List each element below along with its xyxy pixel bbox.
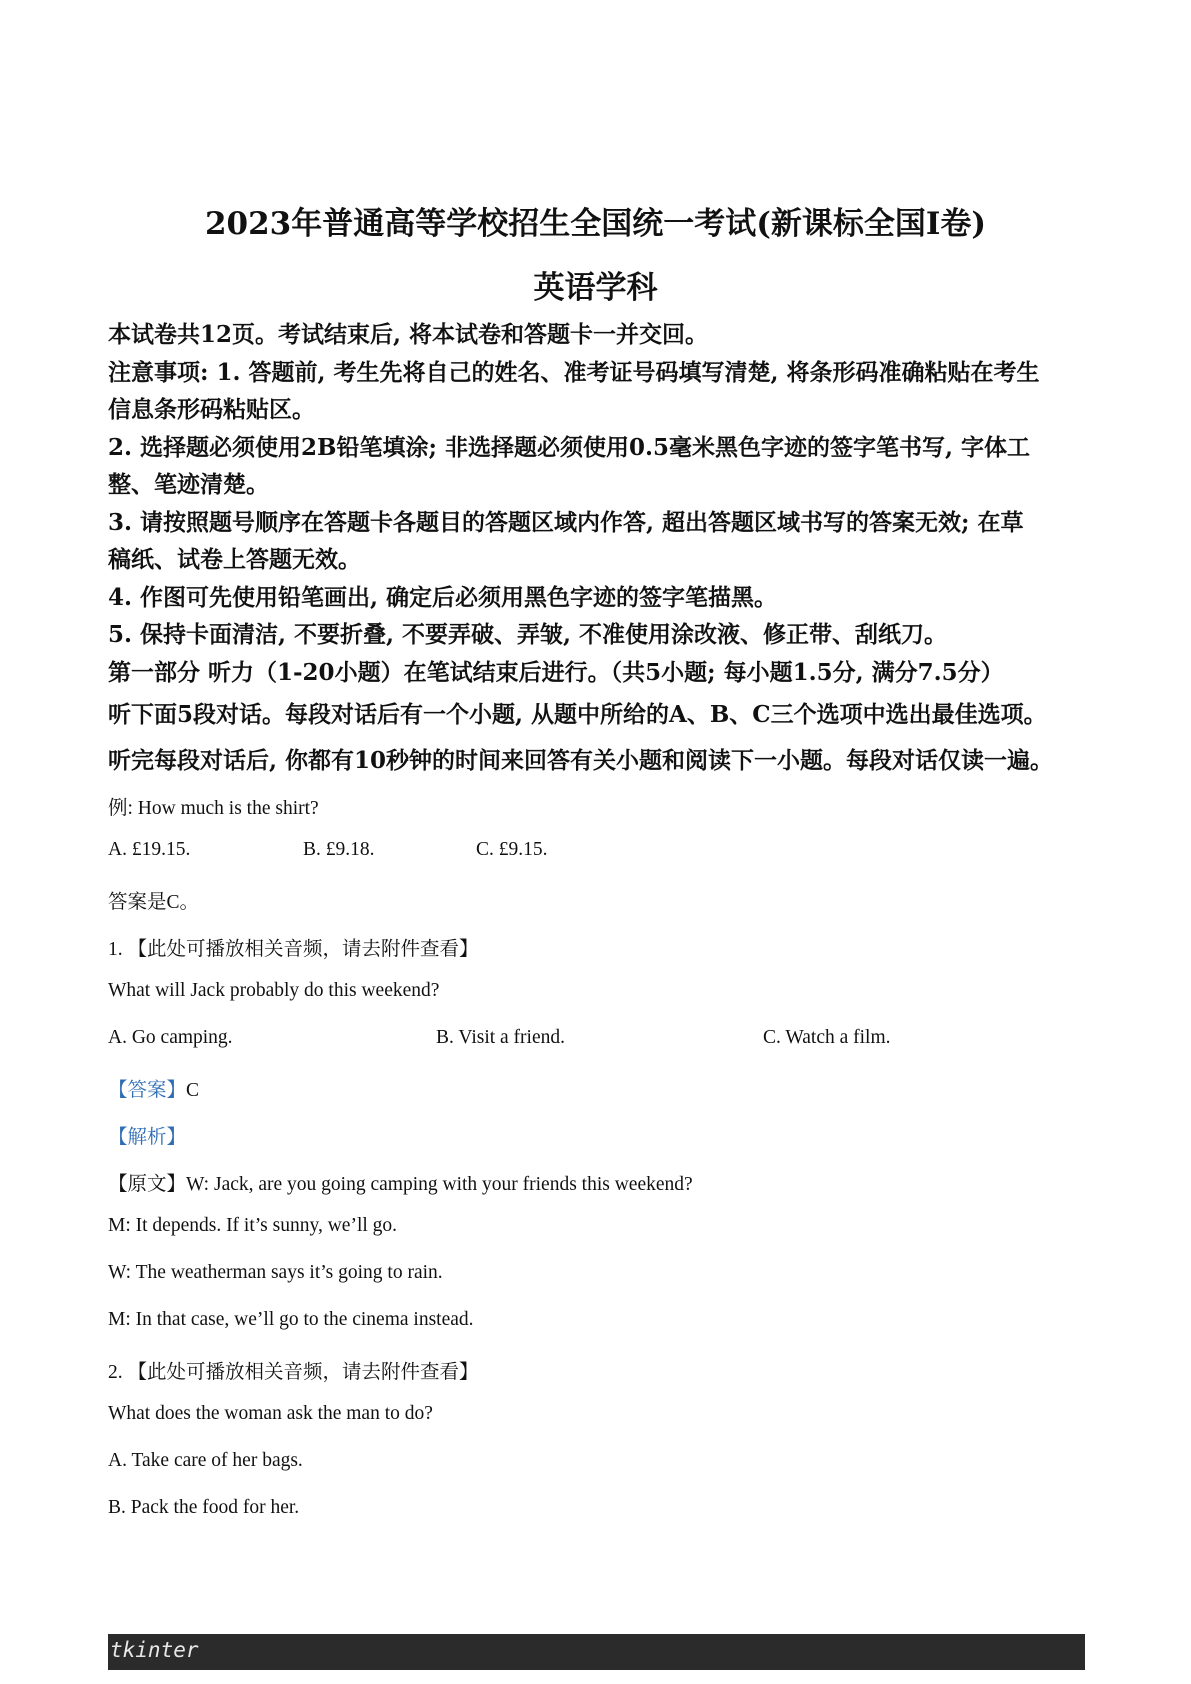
example-question: 例: How much is the shirt? — [108, 798, 319, 819]
q1-transcript-line: W: The weatherman says it’s going to rain. — [108, 1262, 443, 1283]
example-option-b: B. £9.18. — [303, 839, 375, 860]
q1-transcript-line: M: In that case, we’ll go to the cinema instead. — [108, 1309, 474, 1330]
section-heading: 第一部分 听力（1-20小题）在笔试结束后进行。（共5小题; 每小题1.5分, 满分7.5分） — [108, 659, 1004, 686]
q2-option-a: A. Take care of her bags. — [108, 1450, 303, 1471]
q1-transcript-line: 【原文】W: Jack, are you going camping with your friends this weekend? — [108, 1174, 693, 1195]
notice-line: 5. 保持卡面清洁, 不要折叠, 不要弄破、弄皱, 不准使用涂改液、修正带、刮纸刀。 — [108, 621, 948, 648]
q1-transcript-line: M: It depends. If it’s sunny, we’ll go. — [108, 1215, 398, 1236]
q1-answer — [108, 1074, 199, 1102]
q2-question: What does the woman ask the man to do? — [108, 1403, 433, 1424]
footer-bar — [108, 1634, 1085, 1670]
notice-line: 整、笔迹清楚。 — [108, 471, 269, 498]
q1-option-c: C. Watch a film. — [763, 1027, 891, 1048]
exam-title: 2023年普通高等学校招生全国统一考试(新课标全国Ⅰ卷) — [204, 206, 987, 242]
notice-line: 4. 作图可先使用铅笔画出, 确定后必须用黑色字迹的签字笔描黑。 — [108, 584, 778, 611]
q2-option-b: B. Pack the food for her. — [108, 1497, 300, 1518]
instruction-line: 听下面5段对话。每段对话后有一个小题, 从题中所给的A、B、C三个选项中选出最佳选项。 — [108, 701, 1047, 728]
notice-line: 3. 请按照题号顺序在答题卡各题目的答题区域内作答, 超出答题区域书写的答案无效; 在草 — [108, 509, 1024, 536]
answer-value: C — [186, 1080, 200, 1101]
q1-audio-placeholder: 1. 【此处可播放相关音频，请去附件查看】 — [108, 939, 479, 960]
q1-option-b: B. Visit a friend. — [436, 1027, 565, 1048]
q1-question: What will Jack probably do this weekend? — [108, 980, 440, 1001]
subject-title: 英语学科 — [533, 270, 658, 306]
notice-line: 注意事项: 1. 答题前, 考生先将自己的姓名、准考证号码填写清楚, 将条形码准确粘贴在考生 — [108, 359, 1040, 386]
footer-label: tkinter — [110, 1638, 199, 1662]
notice-line: 信息条形码粘贴区。 — [108, 396, 315, 423]
example-option-a: A. £19.15. — [108, 839, 191, 860]
notice-line: 2. 选择题必须使用2B铅笔填涂; 非选择题必须使用0.5毫米黑色字迹的签字笔书写, 字体工 — [108, 434, 1030, 461]
q1-option-a: A. Go camping. — [108, 1027, 233, 1048]
example-option-c: C. £9.15. — [476, 839, 548, 860]
notice-line: 稿纸、试卷上答题无效。 — [108, 546, 361, 573]
q2-audio-placeholder: 2. 【此处可播放相关音频，请去附件查看】 — [108, 1362, 479, 1383]
answer-label: 【答案】 — [108, 1080, 187, 1101]
instruction-line: 听完每段对话后, 你都有10秒钟的时间来回答有关小题和阅读下一小题。每段对话仅读一遍。 — [108, 747, 1054, 774]
q1-analysis-label: 【解析】 — [108, 1127, 187, 1148]
example-answer: 答案是C。 — [108, 892, 200, 913]
notice-line: 本试卷共12页。考试结束后, 将本试卷和答题卡一并交回。 — [108, 321, 709, 348]
